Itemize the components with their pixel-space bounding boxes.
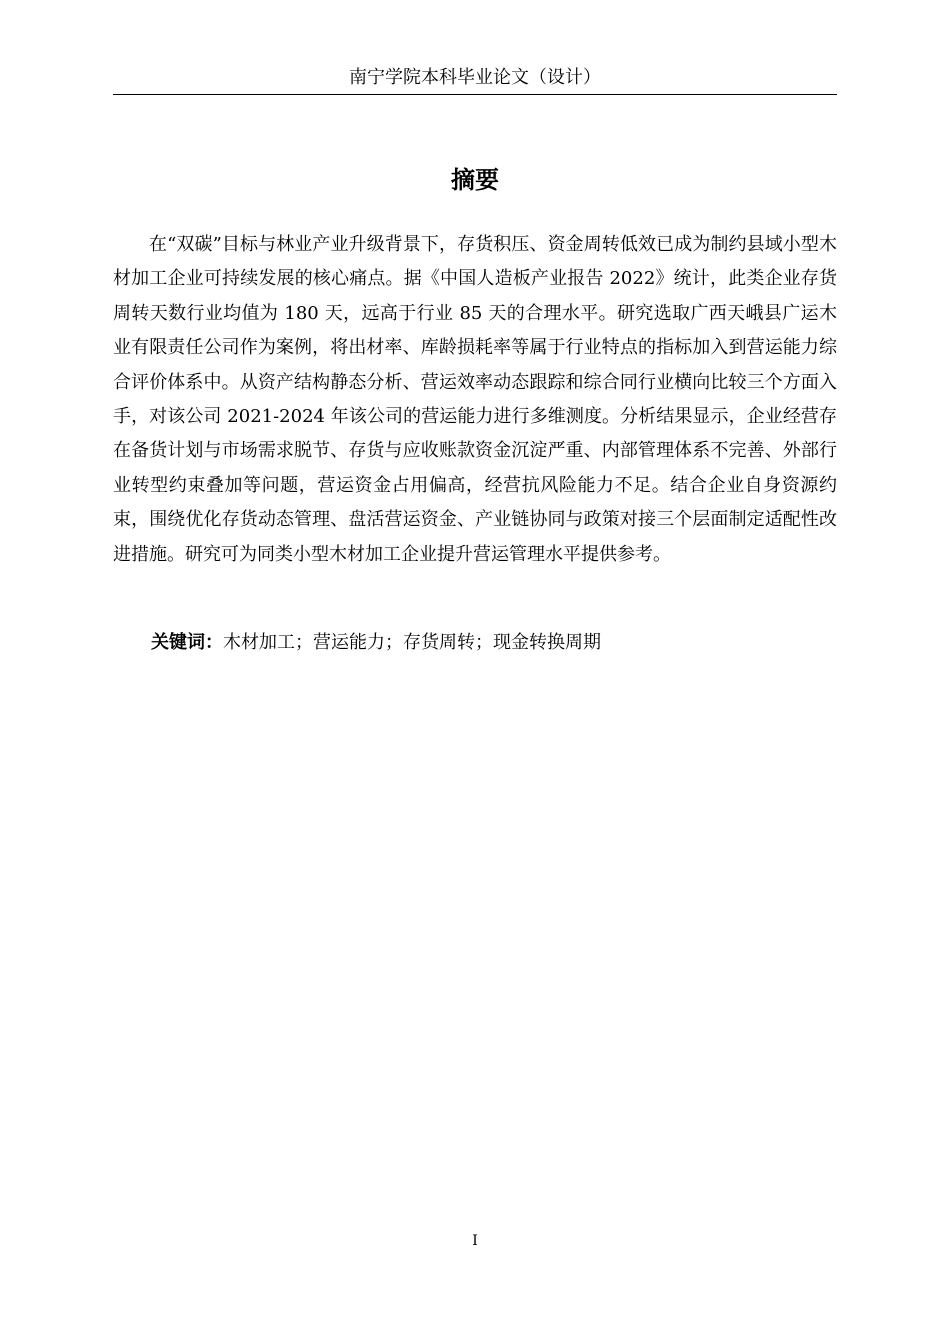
keywords-label: 关键词：	[151, 632, 223, 653]
page-number: I	[472, 1233, 478, 1249]
keywords-line	[151, 626, 837, 660]
page-title: 摘要	[451, 166, 499, 194]
header-text: 南宁学院本科毕业论文（设计）	[349, 67, 601, 88]
page-header	[113, 60, 837, 95]
abstract-paragraph: 在“双碳”目标与林业产业升级背景下，存货积压、资金周转低效已成为制约县域小型木材加工企业可持续发展的核心痛点。据《中国人造板产业报告 2022》统计，此类企业存货周转天数行业均值为 180 天，远高于行业 85 天的合理水平。研究选取广西天峨县广运木业有限责任公司作为案例，将出材率、库龄损耗率等属于行业特点的指标加入到营运能力综合评价体系中。从资产结构静态分析、营运效率动态跟踪和综合同行业横向比较三个方面入手，对该公司 2021-2024 年该公司的营运能力进行多维测度。分析结果显示，企业经营存在备货计划与市场需求脱节、存货与应收账款资金沉淀严重、内部管理体系不完善、外部行业转型约束叠加等问题，营运资金占用偏高，经营抗风险能力不足。结合企业自身资源约束，围绕优化存货动态管理、盘活营运资金、产业链协同与政策对接三个层面制定适配性改进措施。研究可为同类小型木材加工企业提升营运管理水平提供参考。	[113, 234, 837, 565]
keywords-text: 木材加工；营运能力；存货周转；现金转换周期	[223, 632, 601, 653]
